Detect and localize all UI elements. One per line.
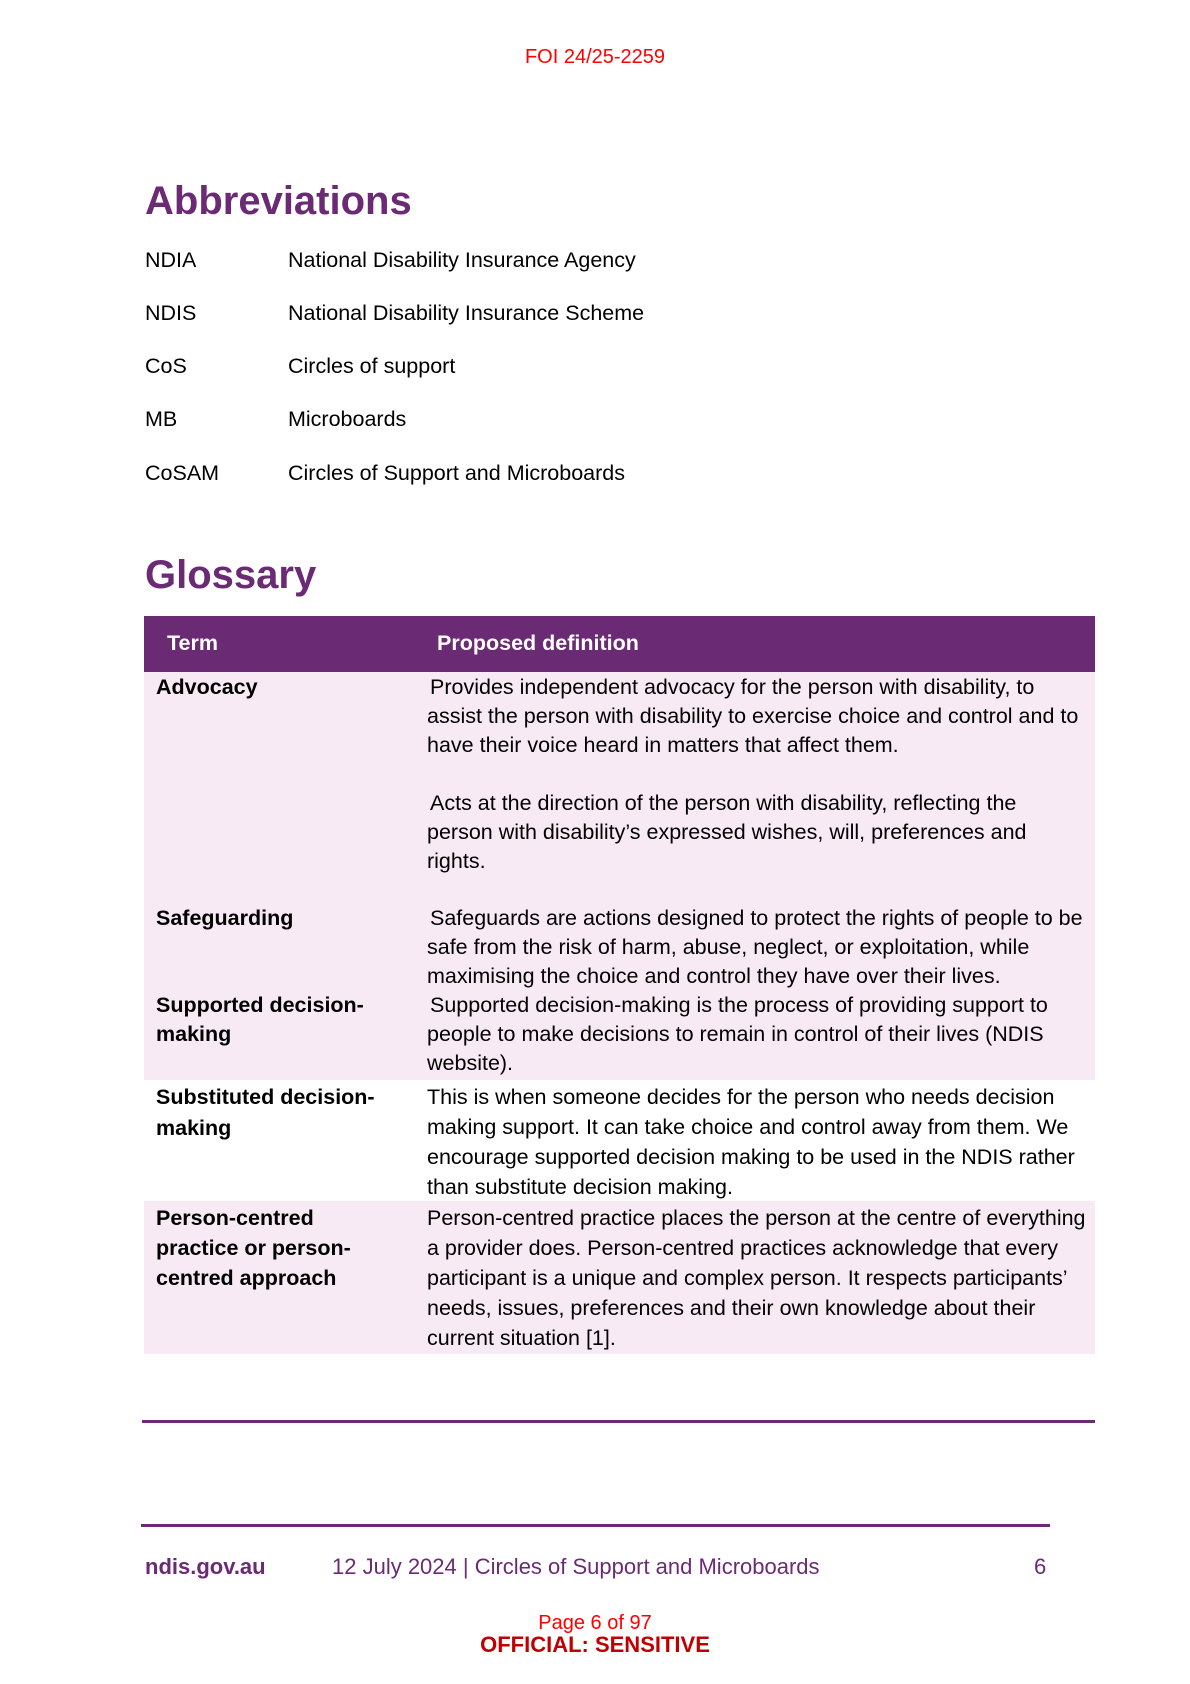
footer-page-number: 6 — [1034, 1554, 1047, 1579]
abbreviations-heading: Abbreviations — [145, 179, 412, 223]
definition-paragraph: Acts at the direction of the person with disability, reflecting the person with disability’s expressed wishes, will, preferences and rights. — [427, 791, 1027, 873]
glossary-row-substituted-decision-making — [144, 1080, 1095, 1201]
glossary-term: Person-centred practice or person-centred approach — [156, 1206, 351, 1290]
definition-paragraph: Safeguards are actions designed to protect the rights of people to be safe from the risk of harm, abuse, neglect, or exploitation, while maximising the choice and control they have over their lives. — [427, 906, 1083, 988]
glossary-row-safeguarding — [144, 904, 1095, 991]
section-divider — [142, 1420, 1095, 1423]
abbreviation-definition: National Disability Insurance Agency — [288, 248, 636, 272]
page-count: Page 6 of 97 — [538, 1612, 652, 1634]
abbreviation-definition: National Disability Insurance Scheme — [288, 301, 645, 325]
glossary-row-advocacy — [144, 672, 1095, 904]
glossary-term: Safeguarding — [156, 906, 294, 930]
abbreviation-definition: Circles of support — [288, 354, 456, 378]
glossary-row-supported-decision-making — [144, 991, 1095, 1080]
abbreviation-code: NDIS — [145, 301, 197, 325]
abbreviation-code: MB — [145, 407, 178, 431]
glossary-term: Substituted decision-making — [156, 1085, 375, 1140]
footer-divider — [141, 1524, 1050, 1527]
glossary-definition — [427, 673, 1087, 876]
abbreviation-code: CoSAM — [145, 461, 220, 485]
glossary-heading: Glossary — [145, 553, 317, 597]
footer-date-title: 12 July 2024 | Circles of Support and Microboards — [332, 1554, 820, 1579]
abbreviation-code: NDIA — [145, 248, 197, 272]
glossary-row-person-centred-practice — [144, 1201, 1095, 1354]
glossary-table-header — [144, 616, 1095, 672]
abbreviation-definition: Microboards — [288, 407, 407, 431]
abbreviation-definition: Circles of Support and Microboards — [288, 461, 625, 485]
column-header-term: Term — [167, 631, 218, 655]
definition-paragraph: This is when someone decides for the person who needs decision making support. It can take choice and control away from them. We encourage supported decision making to be used in the NDIS rather than substitute decision making. — [427, 1085, 1075, 1199]
definition-paragraph: Provides independent advocacy for the person with disability, to assist the person with disability to exercise choice and control and to have their voice heard in matters that affect them. — [427, 675, 1079, 757]
footer-site-link[interactable]: ndis.gov.au — [145, 1554, 266, 1579]
abbreviation-code: CoS — [145, 354, 187, 378]
definition-paragraph: Person-centred practice places the person at the centre of everything a provider does. Person-centred practices acknowledge that every participant is a unique and complex person. It respects participants’ needs, issues, preferences and their own knowledge about their current situation [1]. — [427, 1206, 1086, 1350]
foi-reference: FOI 24/25-2259 — [524, 46, 666, 68]
definition-paragraph: Supported decision-making is the process of providing support to people to make decisions to remain in control of their lives (NDIS website). — [427, 993, 1048, 1075]
column-header-definition: Proposed definition — [437, 631, 639, 655]
glossary-definition — [427, 904, 1087, 991]
glossary-term: Advocacy — [156, 675, 258, 699]
glossary-table — [144, 616, 1095, 1354]
glossary-definition — [427, 1203, 1087, 1353]
glossary-definition — [427, 1082, 1087, 1202]
glossary-term: Supported decision-making — [156, 993, 364, 1046]
security-classification: OFFICIAL: SENSITIVE — [480, 1632, 710, 1657]
glossary-definition — [427, 991, 1087, 1078]
